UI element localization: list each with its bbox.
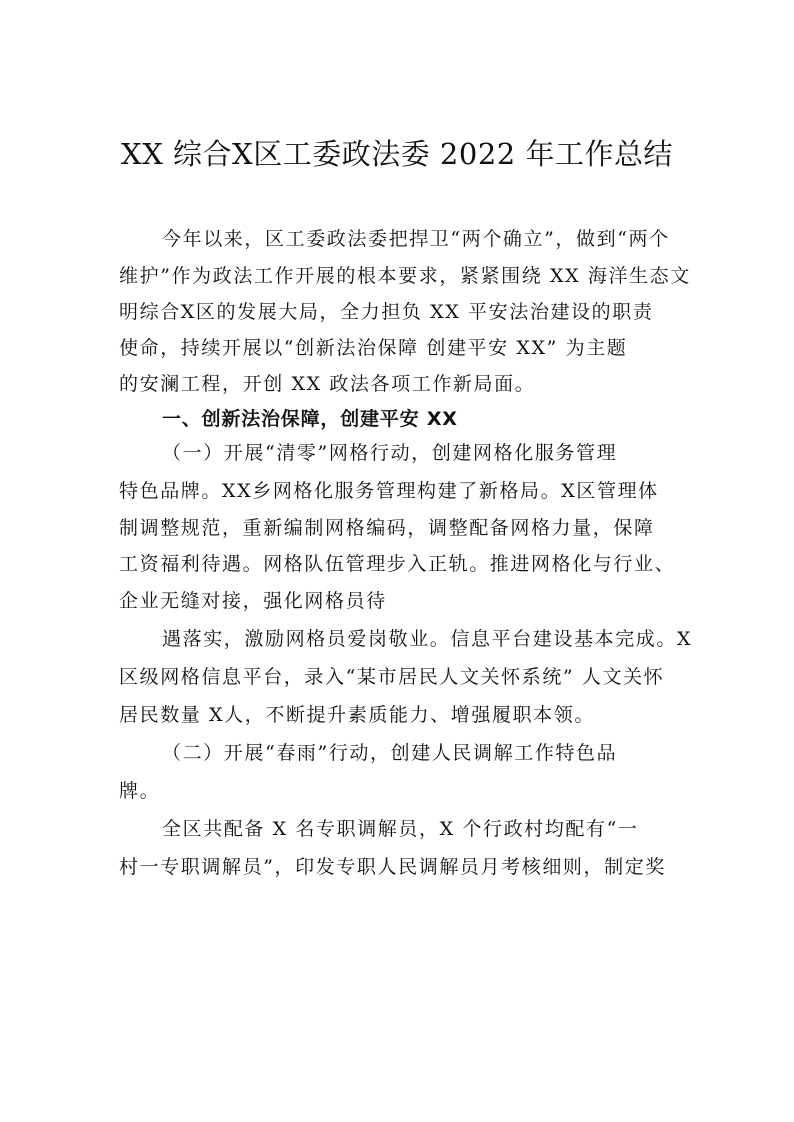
subsection-heading: （二）开展“春雨”行动，创建人民调解工作特色品 [162, 742, 618, 764]
paragraph-line: 明综合X区的发展大局，全力担负 XX 平安法治建设的职责 [119, 301, 654, 323]
document-title: XX 综合X区工委政法委 2022 年工作总结 [121, 137, 673, 171]
section-heading: 一、创新法治保障，创建平安 XX [162, 408, 458, 430]
paragraph-line: 牌。 [119, 780, 161, 802]
paragraph-line: 遇落实，激励网格员爱岗敬业。信息平台建设基本完成。X [162, 628, 693, 650]
paragraph-line: 使命，持续开展以“创新法治保障 创建平安 XX” 为主题 [119, 337, 628, 359]
paragraph-line: 特色品牌。XX乡网格化服务管理构建了新格局。X区管理体 [119, 480, 659, 502]
paragraph-line: 制调整规范，重新编制网格编码，调整配备网格力量，保障 [119, 517, 655, 539]
paragraph-line: 居民数量 X人，不断提升素质能力、增强履职本领。 [119, 704, 595, 726]
paragraph-line: 今年以来，区工委政法委把捍卫“两个确立”，做到“两个 [162, 228, 670, 250]
paragraph-line: 区级网格信息平台，录入“某市居民人文关怀系统” 人文关怀 [119, 666, 665, 688]
paragraph-line: 村一专职调解员”，印发专职人民调解员月考核细则，制定奖 [119, 856, 666, 878]
paragraph-line: 工资福利待遇。网格队伍管理步入正轨。推进网格化与行业、 [119, 553, 676, 575]
paragraph-line: 企业无缝对接，强化网格员待 [119, 590, 387, 612]
paragraph-line: 的安澜工程，开创 XX 政法各项工作新局面。 [119, 373, 536, 395]
subsection-heading: （一）开展“清零”网格行动，创建网格化服务管理 [162, 442, 618, 464]
paragraph-line: 全区共配备 X 名专职调解员，X 个行政村均配有“一 [162, 818, 639, 840]
paragraph-line: 维护”作为政法工作开展的根本要求，紧紧围绕 XX 海洋生态文 [119, 265, 691, 287]
